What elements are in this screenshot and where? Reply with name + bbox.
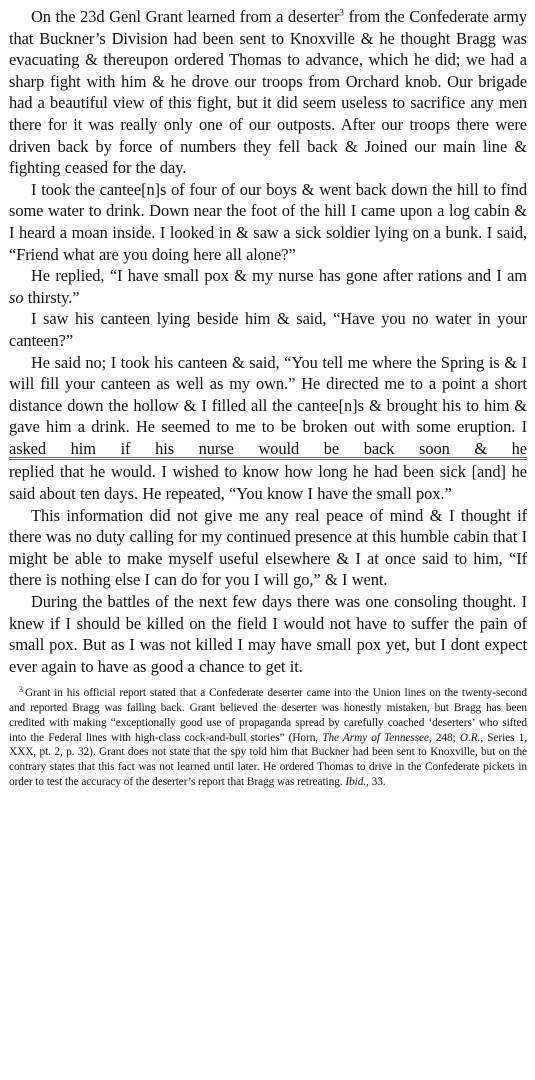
main-text [9,6,527,677]
paste-up-line-lower [9,459,527,460]
footnote-3 [9,686,527,789]
paragraph-3 [9,265,527,308]
emphasis-so: so [9,287,24,307]
footnote-text-a: Grant in his official report stated that a Confederate deserter came into the Union lines on the twenty-second and reported Bragg was falling back. Grant believed the deserter was honestly mistaken, but Bragg has been credited with making “exceptionally good use of propaganda spread by carefully coached ‘deserters’ who sifted into the Federal lines with high-class cock-and-bull stories” (Horn, [9,687,527,744]
paragraph-4: I saw his canteen lying beside him & said, “Have you no water in your canteen?” [9,309,527,350]
paragraph-1-text-b: from the Confederate army that Buckner’s Division had been sent to Knoxville & he thought Bragg was evacuating & thereupon ordered Thomas to advance, which he did; we had a sharp fight with him & he drove our troops from Orchard knob. Our brigade had a beautiful view of this fight, but it did seem useless to sacrifice any men there for it was really only one of our outposts. After our troops there were driven back by force of numbers they fell back & Joined our main line & fighting ceased for the day. [9,7,527,178]
footnote-ibid: Ibid., [345,775,369,788]
paragraph-7: During the battles of the next few days there was one consoling thought. I knew if I should be killed on the field I would not have to suffer the pain of small pox. But as I was not killed I may have small pox yet, but I dont expect ever again to have as good a chance to get it. [9,592,527,676]
footnote-text-b: 248; [431,731,460,744]
paragraph-5-part-2: replied that he would. I wished to know how long he had been sick [and] he said about ten days. He repeated, “You know I have the small pox.” [9,462,527,504]
paragraph-2: I took the cantee[n]s of four of our boys & went back down the hill to find some water to drink. Down near the foot of the hill I came upon a log cabin & I heard a moan inside. I looked in & saw a sick soldier lying on a bunk. I said, “Friend what are you doing here all alone?” [9,179,527,264]
footnote-abbreviation: O.R., [459,731,484,744]
footnote-reference: 3 [339,7,344,18]
paragraph-6: This information did not give me any real peace of mind & I thought if there was no duty calling for my continued presence at this humble cabin that I might be able to make myself useful elsewhere & I at once said to him, “If there is nothing else I can do for you I will go,” & I went. [9,505,527,590]
footnote-section [9,686,527,789]
paragraph-5-part-1: He said no; I took his canteen & said, “You tell me where the Spring is & I will fill your canteen as well as my own.” He directed me to a point a short distance down the hollow & I filled all the cantee[n]s & brought his to him & gave him a drink. He seemed to me to be broken out with some eruption. I asked him if his nurse would be back soon & he [9,352,527,458]
footnote-text-c: Series 1, XXX, pt. 2, p. 32). Grant does not state that the spy told him that Buckner had been sent to Knoxville, but on the contrary states that this fact was not learned until later. He ordered Thomas to drive in the Confederate pickets in order to test the accuracy of the deserter’s report that Bragg was retreating. [9,731,527,788]
footnote-number: 3 [19,684,23,694]
footnote-text-d: 33. [368,775,386,788]
paragraph-3-text-a: He replied, “I have small pox & my nurse has gone after rations and I am [31,266,527,286]
paragraph-3-text-b: thirsty.” [23,287,80,307]
paragraph-1-text-a: On the 23d Genl Grant learned from a deserter [31,7,340,26]
footnote-book-title: The Army of Tennessee, [322,731,432,744]
paragraph-1 [9,6,527,179]
